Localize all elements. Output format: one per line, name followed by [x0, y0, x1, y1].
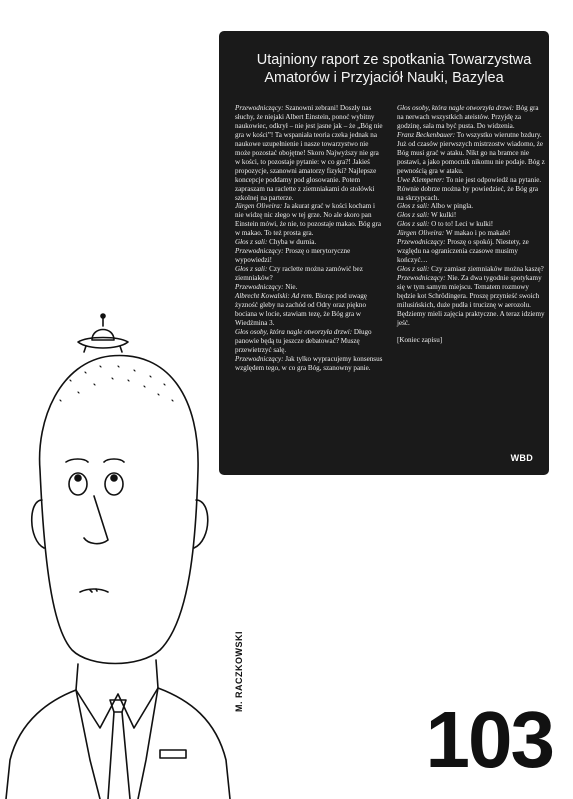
dialogue-text: W kulki! — [430, 211, 457, 220]
dialogue-entry — [235, 292, 383, 328]
speaker-name: Przewodniczący: — [397, 274, 446, 283]
dialogue-entry — [235, 247, 383, 265]
dialogue-text: O to to! Leci w kulki! — [431, 220, 494, 229]
ufo-antenna-ball — [101, 314, 105, 318]
report-panel — [219, 31, 549, 475]
speaker-name: Przewodniczący: — [235, 354, 284, 363]
dialogue-entry — [235, 355, 383, 373]
dialogue-text: Chyba w durnia. — [269, 238, 317, 247]
report-title — [219, 51, 549, 87]
speaker-name: Głos z sali: — [397, 265, 430, 274]
dialogue-text: Czy raclette można zamówić bez ziemniaków? — [235, 265, 363, 283]
dialogue-entry — [397, 238, 545, 265]
dialogue-entry — [397, 220, 545, 229]
dialogue-entry — [235, 328, 383, 355]
speaker-name: Głos z sali: — [397, 211, 430, 220]
speaker-name: Uwe Klemperer: — [397, 175, 445, 184]
dialogue-entry — [235, 202, 383, 238]
head-outline — [40, 356, 199, 664]
dialogue-text: Bóg gra na nerwach wszystkich ateistów. Przyjdę za godzinę, sala ma być pusta. Do widzenia. — [397, 104, 539, 130]
speaker-name: Jürgen Oliveira: — [397, 229, 445, 238]
tie — [110, 700, 126, 712]
report-title-line-2: Amatorów i Przyjaciół Nauki, Bazylea — [264, 70, 504, 86]
spacer — [397, 328, 545, 336]
speaker-name: Głos z sali: — [235, 238, 268, 247]
dialogue-entry — [397, 104, 545, 131]
dialogue-text: Ja akurat grać w kości kocham i nie widzę nic złego w tej grze. No ale skoro pan Einstein mówi, że nie, to pozostaje makao. Bóg gra w makao. To też prosta gra. — [235, 202, 381, 238]
jacket — [6, 690, 76, 799]
report-column-left — [235, 104, 383, 373]
speaker-name: Głos z sali: — [397, 202, 430, 211]
author-initials: WBD — [510, 453, 533, 463]
speaker-name: Przewodniczący: — [235, 283, 284, 292]
dialogue-text: Nie. — [285, 283, 298, 292]
dialogue-entry — [397, 211, 545, 220]
dialogue-text: Nie. Za dwa tygodnie spotykamy się w tym samym miejscu. Tematem rozmowy będzie kot Schrödingera. Proszę przynieść swoich milusińskich, duże pudła i truciznę w aerozolu. Będziemy mieli zajęcia praktyczne. A teraz idziemy jeść. — [397, 274, 545, 327]
dialogue-text: Czy zamiast ziemniaków można kaszę? — [431, 265, 544, 274]
speaker-name: Albrecht Kowalski: Ad rem. — [235, 292, 314, 301]
speaker-name: Jürgen Oliveira: — [235, 202, 283, 211]
dialogue-text: Proszę o merytoryczne wypowiedzi! — [235, 247, 351, 265]
speaker-name: Przewodniczący: — [397, 238, 446, 247]
report-title-line-1: Utajniony raport ze spotkania Towarzystwa — [256, 52, 532, 68]
report-closing: [Koniec zapisu] — [397, 335, 443, 344]
speaker-name: Głos z sali: — [397, 220, 430, 229]
dialogue-text: Długo panowie będą tu jeszcze debatować? Muszę przewietrzyć salę. — [235, 327, 372, 354]
speaker-name: Głos z sali: — [235, 265, 268, 274]
dialogue-entry — [235, 265, 383, 283]
dialogue-entry — [235, 283, 383, 292]
dialogue-text: Albo w pingla. — [430, 202, 474, 211]
speaker-name: Głos osoby, która nagle otworzyła drzwi: — [397, 104, 515, 112]
dialogue-text: W makao i po makale! — [445, 229, 511, 238]
dialogue-entry — [235, 238, 383, 247]
dialogue-text: Proszę o spokój. Niestety, ze względu na ograniczenia czasowe musimy kończyć… — [397, 238, 529, 265]
dialogue-text: Jak tylko wypracujemy konsensus względem tego, w co gra Bóg, szanowny panie. — [235, 354, 383, 372]
dialogue-text: Biorąc pod uwagę żyzność gleby na zachód od Odry oraz piękno bociana w locie, stawiam tezę, że Bóg gra w Wiedźmina 3. — [235, 292, 367, 327]
dialogue-text: To wszystko wierutne bzdury. Już od czasów pierwszych mistrzostw wiadomo, że Bóg musi grać w ataku. Nikt go na bramce nie postawi, a jako pomocnik nikomu nie podaje. Bóg z pewnością gra w ataku. — [397, 130, 545, 175]
nose — [84, 496, 108, 544]
dialogue-entry — [235, 104, 383, 202]
speaker-name: Przewodniczący: — [235, 104, 284, 112]
speaker-name: Franz Beckenbauer: — [397, 130, 456, 139]
shirt-collar — [76, 688, 158, 728]
dialogue-entry — [397, 176, 545, 203]
dialogue-entry — [397, 131, 545, 176]
signature-text: M. RACZKOWSKI — [234, 631, 244, 712]
dialogue-text: To nie jest odpowiedź na pytanie. Równie dobrze można by powiedzieć, że Bóg gra na skrzypcach. — [397, 175, 542, 202]
dialogue-entry — [397, 274, 545, 328]
page-number: 103 — [425, 695, 553, 784]
dialogue-entry — [397, 202, 545, 211]
dialogue-entry — [397, 229, 545, 238]
speaker-name: Głos osoby, która nagle otworzyła drzwi: — [235, 327, 353, 336]
stubble — [60, 366, 173, 401]
dialogue-entry — [397, 265, 545, 274]
dialogue-text: Szanowni zebrani! Doszły nas słuchy, że niejaki Albert Einstein, ponoć wybitny naukowiec, odkrył – nie jest jasne jak – że „Bóg nie gra w kości”! Ta wspaniała teoria czeka jednak na naukowe uzupełnienie i nasze towarzystwo nie może pozostać obojętne! Skoro Najwyższy nie gra w kości, to pozostaje pytanie: w co gra?! Jakieś propozycje, szanowni amatorzy fizyki? Najlepsze koncepcje poddamy pod głosowanie. Potem zapraszam na raclette z ziemniakami do stołówki szkolnej na parterze. — [235, 104, 383, 202]
speaker-name: Przewodniczący: — [235, 247, 284, 256]
report-column-right — [397, 104, 545, 345]
mouth — [80, 589, 108, 592]
